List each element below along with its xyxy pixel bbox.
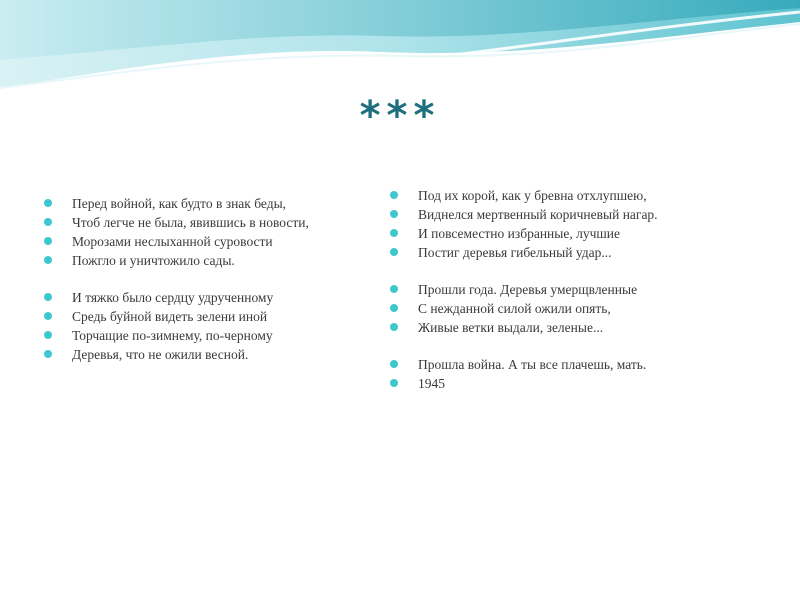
poem-line-text: Прошли года. Деревья умерщвленные (418, 282, 638, 297)
bullet-icon (44, 256, 52, 264)
poem-line (390, 206, 720, 223)
poem-line-text: Морозами неслыханной суровости (72, 234, 273, 249)
bullet-icon (44, 237, 52, 245)
bullet-icon (44, 350, 52, 358)
poem-line (390, 356, 720, 373)
bullet-icon (44, 218, 52, 226)
poem-line (390, 244, 720, 261)
poem-line-text: Деревья, что не ожили весной. (72, 347, 249, 362)
poem-line (390, 300, 720, 317)
poem-line (44, 233, 344, 250)
poem-date: 1945 (418, 376, 445, 391)
stanza-gap (390, 338, 720, 356)
bullet-icon (44, 199, 52, 207)
bullet-icon (390, 304, 398, 312)
poem-line (44, 214, 344, 231)
slide-title: *** (359, 93, 441, 139)
bullet-icon (390, 360, 398, 368)
poem-line-text: С нежданной силой ожили опять, (418, 301, 611, 316)
poem-line (44, 289, 344, 306)
poem-line (44, 327, 344, 344)
poem-line (44, 252, 344, 269)
bullet-icon (390, 379, 398, 387)
bullet-icon (390, 191, 398, 199)
poem-line-text: И тяжко было сердцу удрученному (72, 290, 274, 305)
poem-line (390, 319, 720, 336)
left-poem-column (44, 195, 344, 365)
poem-line-text: Чтоб легче не была, явившись в новости, (72, 215, 309, 230)
poem-line-text: И повсеместно избранные, лучшие (418, 226, 620, 241)
bullet-icon (390, 229, 398, 237)
right-poem-column (390, 187, 720, 394)
poem-line-text: Прошла война. А ты все плачешь, мать. (418, 357, 647, 372)
wave-header-decoration (0, 0, 800, 100)
poem-line-text: Виднелся мертвенный коричневый нагар. (418, 207, 658, 222)
poem-line-text: Средь буйной видеть зелени иной (72, 309, 268, 324)
poem-line-text: Под их корой, как у бревна отхлупшею, (418, 188, 647, 203)
poem-line (44, 346, 344, 363)
poem-line-text: Перед войной, как будто в знак беды, (72, 196, 287, 211)
poem-line (44, 195, 344, 212)
poem-line (44, 308, 344, 325)
bullet-icon (390, 248, 398, 256)
stanza-gap (44, 271, 344, 289)
poem-line-text: Торчащие по-зимнему, по-черному (72, 328, 273, 343)
bullet-icon (44, 312, 52, 320)
poem-line (390, 281, 720, 298)
poem-line-text: Живые ветки выдали, зеленые... (418, 320, 604, 335)
poem-line (390, 225, 720, 242)
bullet-icon (390, 323, 398, 331)
bullet-icon (44, 331, 52, 339)
poem-line (390, 375, 720, 392)
bullet-icon (390, 285, 398, 293)
poem-line (390, 187, 720, 204)
stanza-gap (390, 263, 720, 281)
poem-line-text: Пожгло и уничтожило сады. (72, 253, 235, 268)
bullet-icon (390, 210, 398, 218)
bullet-icon (44, 293, 52, 301)
poem-line-text: Постиг деревья гибельный удар... (418, 245, 612, 260)
